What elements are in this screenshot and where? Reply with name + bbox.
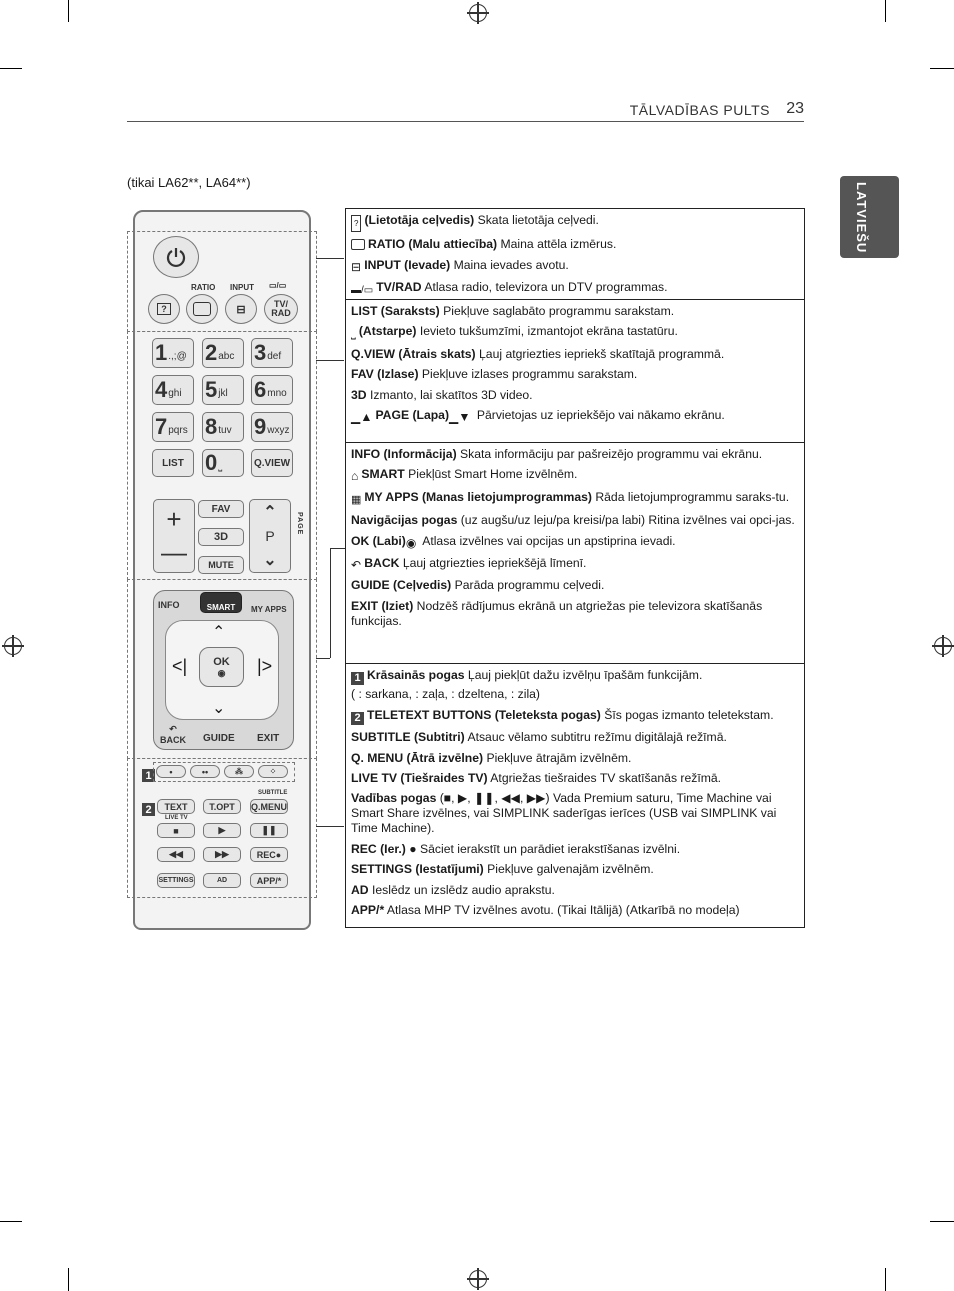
- num-3-button[interactable]: [251, 338, 293, 368]
- back-arrow-icon: ↶: [351, 557, 362, 572]
- num-6-button[interactable]: [251, 375, 293, 405]
- header-title: TĀLVADĪBAS PULTS: [629, 102, 770, 118]
- num-digit: 8: [205, 414, 218, 439]
- num-7-button[interactable]: [152, 412, 194, 442]
- pause-icon: ❚❚: [261, 825, 277, 835]
- desc-ad: AD Ieslēdz un izslēdz audio aprakstu.: [351, 882, 555, 897]
- desc-input: ⊟ INPUT (Ievade) Maina ievades avotu.: [351, 257, 569, 274]
- play-icon: ▶: [218, 825, 226, 835]
- minus-icon: —: [161, 537, 187, 567]
- num-digit: 2: [205, 340, 218, 365]
- num-8-button[interactable]: [202, 412, 244, 442]
- desc-ratio: RATIO (Malu attiecība) Maina attēla izmērus.: [351, 237, 799, 252]
- forward-button[interactable]: [203, 847, 241, 862]
- input-icon: ⊟: [236, 303, 246, 316]
- num-digit: 9: [254, 414, 267, 439]
- red-button[interactable]: •: [156, 765, 186, 778]
- info-button[interactable]: INFO: [158, 600, 180, 610]
- desc-myapps: ▦ MY APPS (Manas lietojumprogrammas) Rāda lietojumprogrammu saraks-tu.: [351, 489, 790, 506]
- ratio-icon: [351, 239, 365, 250]
- mute-button[interactable]: MUTE: [198, 556, 244, 574]
- model-note: (tikai LA62**, LA64**): [127, 175, 251, 190]
- connector-line: [330, 548, 345, 549]
- num-letters: def: [267, 350, 282, 362]
- nav-down-icon[interactable]: ⌄: [212, 700, 226, 717]
- desc-exit: EXIT (Iziet) Nodzēš rādījumus ekrānā un atgriežas pie televizora skatīšanās funkcijas.: [351, 598, 763, 628]
- num-letters: pqrs: [168, 424, 188, 436]
- channel-p-label: P: [265, 528, 275, 544]
- num-2-button[interactable]: [202, 338, 244, 368]
- num-digit: 5: [205, 377, 218, 402]
- language-tab-label: LATVIEŠU: [854, 182, 869, 254]
- user-guide-button[interactable]: [148, 294, 180, 324]
- desc-list: LIST (Saraksts) Piekļuve saglabāto programmu sarakstam.: [351, 304, 675, 318]
- num-letters: jkl: [218, 387, 228, 399]
- ratio-button[interactable]: [186, 294, 218, 324]
- subtitle-label: SUBTITLE: [258, 790, 288, 796]
- text-button[interactable]: TEXT: [157, 799, 195, 814]
- description-section-3: [346, 443, 804, 664]
- rec-dot-icon: ●: [275, 849, 282, 860]
- tv-radio-icon: ▬/▭: [351, 285, 374, 297]
- desc-color-legend: ( : sarkana, : zaļa, : dzeltena, : zila): [351, 687, 540, 702]
- desc-settings: SETTINGS (Iestatījumi) Piekļuve galvenajām izvēlnēm.: [351, 862, 654, 877]
- registration-mark-icon: [4, 637, 22, 655]
- myapps-button[interactable]: MY APPS: [251, 605, 287, 614]
- num-1-button[interactable]: [152, 338, 194, 368]
- smart-button[interactable]: [200, 592, 242, 613]
- crop-mark: [930, 1221, 954, 1222]
- back-button[interactable]: [160, 724, 186, 745]
- forward-icon: ▶▶: [215, 849, 229, 859]
- description-section-2: [346, 300, 804, 443]
- volume-rocker[interactable]: [153, 499, 195, 573]
- nav-right-icon[interactable]: |>: [257, 656, 273, 676]
- desc-fav: FAV (Izlase) Piekļuve izlases programmu sarakstam.: [351, 367, 638, 382]
- 3d-button[interactable]: 3D: [198, 528, 244, 546]
- connector-line: [316, 360, 344, 361]
- plus-icon: +: [166, 504, 182, 534]
- rec-button[interactable]: [250, 847, 288, 862]
- chevron-down-icon: ⌄: [263, 552, 277, 569]
- crop-mark: [930, 68, 954, 69]
- num-digit: 4: [155, 377, 168, 402]
- home-icon: ⌂: [351, 469, 359, 484]
- input-label: INPUT: [230, 283, 254, 292]
- desc-smart: ⌂ SMART Piekļūst Smart Home izvēlnēm.: [351, 467, 578, 484]
- desc-qmenu: Q. MENU (Ātrā izvēlne) Piekļuve ātrajām izvēlnēm.: [351, 750, 632, 765]
- ratio-icon: [193, 302, 211, 316]
- desc-back: ↶ BACK Ļauj atgriezties iepriekšējā līmenī.: [351, 555, 587, 572]
- desc-ok: OK (Labi)◉ Atlasa izvēlnes vai opcijas un apstiprina ievadi.: [351, 533, 676, 550]
- num-5-button[interactable]: [202, 375, 244, 405]
- num-letters: wxyz: [267, 424, 290, 436]
- desc-guide: GUIDE (Ceļvedis) Parāda programmu ceļvedi.: [351, 578, 605, 593]
- num-digit: 0: [205, 450, 218, 475]
- ok-button[interactable]: [199, 647, 244, 687]
- ad-button[interactable]: AD: [203, 873, 241, 888]
- space-icon: ⎵: [218, 460, 223, 472]
- blue-button[interactable]: ⁘: [258, 765, 288, 778]
- stop-button[interactable]: [157, 823, 195, 838]
- nav-up-icon[interactable]: ⌃: [212, 624, 226, 641]
- crop-mark: [885, 1268, 886, 1291]
- green-button[interactable]: ••: [190, 765, 220, 778]
- input-button[interactable]: [225, 294, 257, 324]
- desc-color-buttons: 1 Krāsainās pogas Ļauj piekļūt dažu izvēlņu īpašām funkcijām.: [351, 668, 799, 685]
- desc-space: ⎵ (Atstarpe) Ievieto tukšumzīmi, izmantojot ekrāna tastatūru.: [351, 324, 678, 341]
- connector-line: [316, 826, 344, 827]
- badge-2: 2: [142, 803, 155, 816]
- play-button[interactable]: [203, 823, 241, 838]
- crop-mark: [885, 0, 886, 22]
- power-button[interactable]: [153, 236, 199, 278]
- language-tab: [840, 176, 899, 258]
- qview-button[interactable]: Q.VIEW: [251, 449, 293, 477]
- badge-2: 2: [351, 712, 364, 725]
- description-box: [345, 208, 805, 928]
- guide-button[interactable]: GUIDE: [203, 733, 235, 744]
- rec-label: REC: [256, 849, 276, 860]
- num-letters: abc: [218, 350, 235, 362]
- page-down-icon: ▁▼: [449, 409, 471, 424]
- pause-button[interactable]: [250, 823, 288, 838]
- smart-label: SMART: [206, 603, 236, 612]
- yellow-button[interactable]: ⁂: [224, 765, 254, 778]
- page-label: PAGE: [296, 512, 303, 536]
- connector-line: [316, 258, 344, 259]
- question-icon: ?: [351, 215, 361, 232]
- exit-button[interactable]: EXIT: [257, 733, 280, 744]
- num-letters: mno: [267, 387, 287, 399]
- topt-button[interactable]: T.OPT: [203, 799, 241, 814]
- ratio-label: RATIO: [191, 283, 216, 292]
- header-rule: [127, 121, 804, 122]
- desc-app: APP/* Atlasa MHP TV izvēlnes avotu. (Tikai Itālijā) (Atkarībā no modeļa): [351, 902, 740, 917]
- ok-dot-icon: ◉: [217, 667, 226, 678]
- desc-info: INFO (Informācija) Skata informāciju par pašreizējo programmu vai ekrānu.: [351, 447, 763, 461]
- livetv-label: LIVE TV: [165, 815, 188, 821]
- question-icon: ?: [157, 303, 171, 315]
- crop-mark: [68, 0, 69, 22]
- num-letters: ghi: [168, 387, 182, 399]
- settings-button[interactable]: SETTINGS: [157, 873, 195, 888]
- space-icon: ⎵: [351, 326, 356, 341]
- description-section-1: [346, 209, 804, 300]
- num-0-button[interactable]: [202, 449, 244, 477]
- desc-livetv: LIVE TV (Tiešraides TV) Atgriežas tiešraides TV skatīšanās režīmā.: [351, 770, 722, 785]
- registration-mark-icon: [469, 4, 487, 22]
- desc-tvrad: ▬/▭ TV/RAD Atlasa radio, televizora un DTV programmas.: [351, 280, 668, 297]
- desc-page: ▁▲ PAGE (Lapa)▁▼ Pārvietojas uz iepriekšējo vai nākamo ekrānu.: [351, 407, 725, 424]
- desc-user-guide: ? (Lietotāja ceļvedis) Skata lietotāja ceļvedi.: [351, 213, 799, 232]
- num-digit: 7: [155, 414, 168, 439]
- badge-1: 1: [351, 672, 364, 685]
- num-digit: 6: [254, 377, 267, 402]
- desc-qview: Q.VIEW (Ātrais skats) Ļauj atgriezties iepriekš skatītajā programmā.: [351, 346, 725, 361]
- list-button[interactable]: LIST: [152, 449, 194, 477]
- crop-mark: [0, 1221, 22, 1222]
- stop-icon: ■: [173, 825, 179, 836]
- connector-line: [330, 548, 331, 658]
- tv-radio-icon: ▭/▭: [269, 281, 287, 290]
- num-letters: tuv: [218, 424, 232, 436]
- desc-navigation: Navigācijas pogas (uz augšu/uz leju/pa kreisi/pa labi) Ritina izvēlnes vai opci-jas.: [351, 513, 795, 528]
- num-digit: 3: [254, 340, 267, 365]
- description-section-4: [346, 664, 804, 927]
- power-icon: [164, 245, 188, 269]
- num-letters: .,;@: [168, 350, 187, 362]
- registration-mark-icon: [934, 637, 952, 655]
- qmenu-button[interactable]: Q.MENU: [250, 799, 288, 814]
- ok-dot-icon: ◉: [405, 535, 417, 550]
- desc-subtitle: SUBTITLE (Subtitri) Atsauc vēlamo subtitru režīmu digitālajā režīmā.: [351, 730, 727, 745]
- desc-3d: 3D Izmanto, lai skatītos 3D video.: [351, 387, 533, 402]
- crop-mark: [68, 1268, 69, 1291]
- input-icon: ⊟: [351, 259, 362, 274]
- page-up-icon: ▁▲: [351, 409, 373, 424]
- back-arrow-icon: ↶: [169, 724, 177, 734]
- connector-line: [316, 658, 330, 659]
- page-number: 23: [786, 100, 804, 117]
- crop-mark: [0, 68, 22, 69]
- fav-button[interactable]: FAV: [198, 500, 244, 518]
- back-label: BACK: [160, 735, 186, 745]
- chevron-up-icon: ⌃: [263, 504, 277, 521]
- rewind-icon: ◀◀: [169, 849, 183, 859]
- num-4-button[interactable]: [152, 375, 194, 405]
- num-9-button[interactable]: [251, 412, 293, 442]
- registration-mark-icon: [469, 1270, 487, 1288]
- desc-rec: REC (Ier.) ● Sāciet ierakstīt un parādiet ierakstīšanas izvēlni.: [351, 841, 681, 856]
- app-button[interactable]: APP/*: [250, 873, 288, 888]
- nav-left-icon[interactable]: <|: [172, 656, 188, 676]
- rewind-button[interactable]: [157, 847, 195, 862]
- num-digit: 1: [155, 340, 168, 365]
- badge-1: 1: [142, 769, 155, 782]
- tv-rad-button[interactable]: TV/ RAD: [264, 294, 298, 324]
- ok-label: OK: [213, 655, 230, 668]
- desc-teletext: 2 TELETEXT BUTTONS (Teleteksta pogas) Šīs pogas izmanto teletekstam.: [351, 708, 799, 725]
- channel-rocker[interactable]: [249, 499, 291, 573]
- desc-control-buttons: Vadības pogas (■, ▶, ❚❚, ◀◀, ▶▶) Vada Premium saturu, Time Machine vai Smart Share izvēlnes, vai SIMPLINK saderīgas ierīces (USB vai SIMPLINK vai Time Machine).: [351, 791, 777, 836]
- grid-icon: ▦: [351, 493, 362, 506]
